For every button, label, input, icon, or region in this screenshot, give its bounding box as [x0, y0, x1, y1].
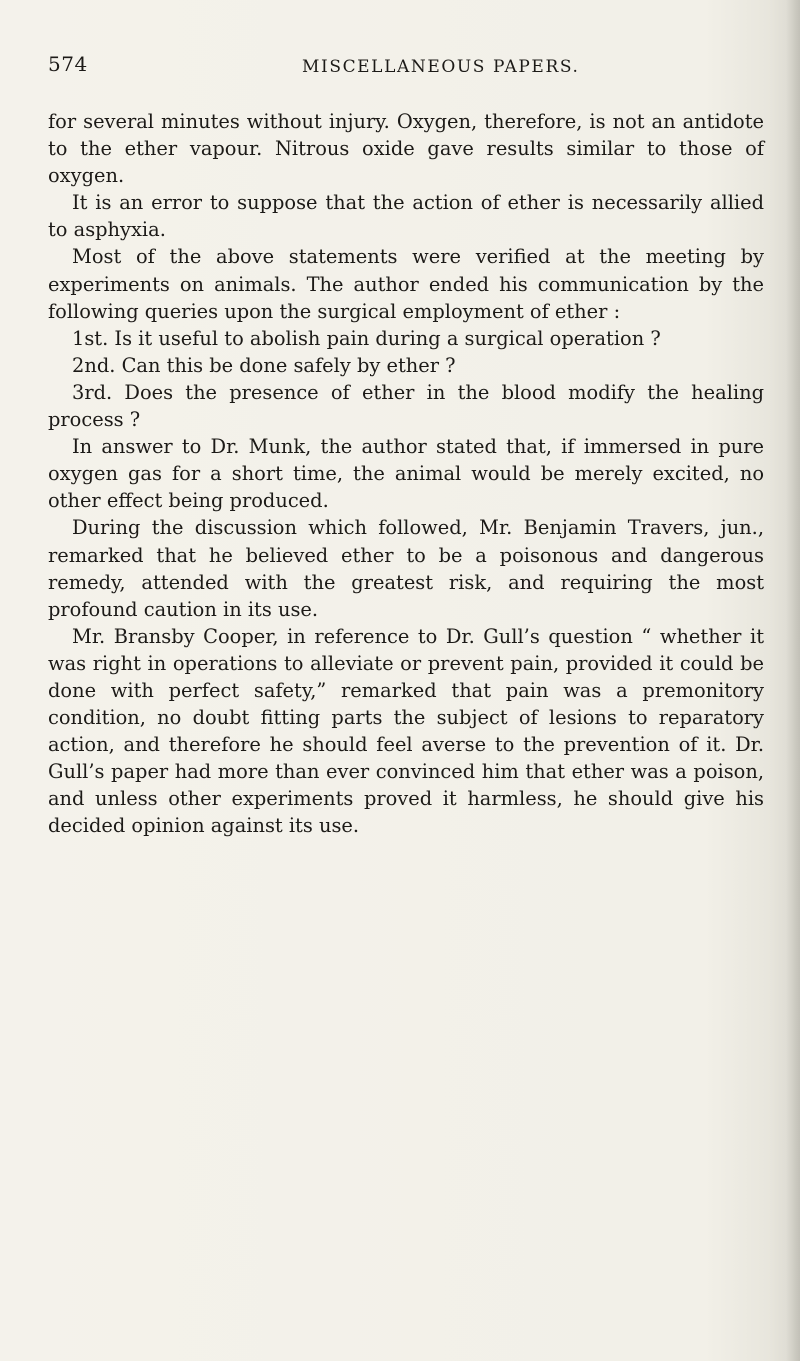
running-head: MISCELLANEOUS PAPERS. [302, 57, 580, 77]
paragraph-travers: During the discussion which followed, Mr. Benjamin Travers, jun., remarked that he believed ether to be a poisonous and dangerous remedy, attended with the greatest risk, and requiring the most profound caution in its use. [48, 516, 764, 621]
page-number: 574 [48, 52, 88, 76]
paragraph-munk: In answer to Dr. Munk, the author stated that, if immersed in pure oxygen gas for a short time, the animal would be merely excited, no other effect being produced. [48, 435, 764, 513]
query-third: 3rd. Does the presence of ether in the blood modify the healing process ? [48, 380, 764, 432]
page-edge-shadow [786, 0, 800, 1361]
body-text [48, 108, 764, 840]
paragraph-continuation: for several minutes without injury. Oxygen, therefore, is not an antidote to the ether vapour. Nitrous oxide gave results similar to those of oxygen. [48, 110, 764, 188]
paragraph-asphyxia: It is an error to suppose that the action of ether is necessarily allied to asphyxia. [48, 191, 764, 242]
paragraph-experiments: Most of the above statements were verified at the meeting by experiments on animals. The author ended his communication by the following queries upon the surgical employment of ether : [48, 245, 764, 323]
query-first: 1st. Is it useful to abolish pain during a surgical operation ? [72, 326, 661, 350]
paragraph-cooper: Mr. Bransby Cooper, in reference to Dr. Gull’s question “ whether it was right in operations to alleviate or prevent pain, provided it could be done with perfect safety,” remarked that pain was a premonitory condition, no doubt fitting parts the subject of lesions to reparatory action, and therefore he should feel averse to the prevention of it. Dr. Gull’s paper had more than ever convinced him that ether was a poison, and unless other experiments proved it harmless, he should give his decided opinion against its use. [48, 624, 764, 838]
query-second: 2nd. Can this be done safely by ether ? [72, 353, 456, 377]
